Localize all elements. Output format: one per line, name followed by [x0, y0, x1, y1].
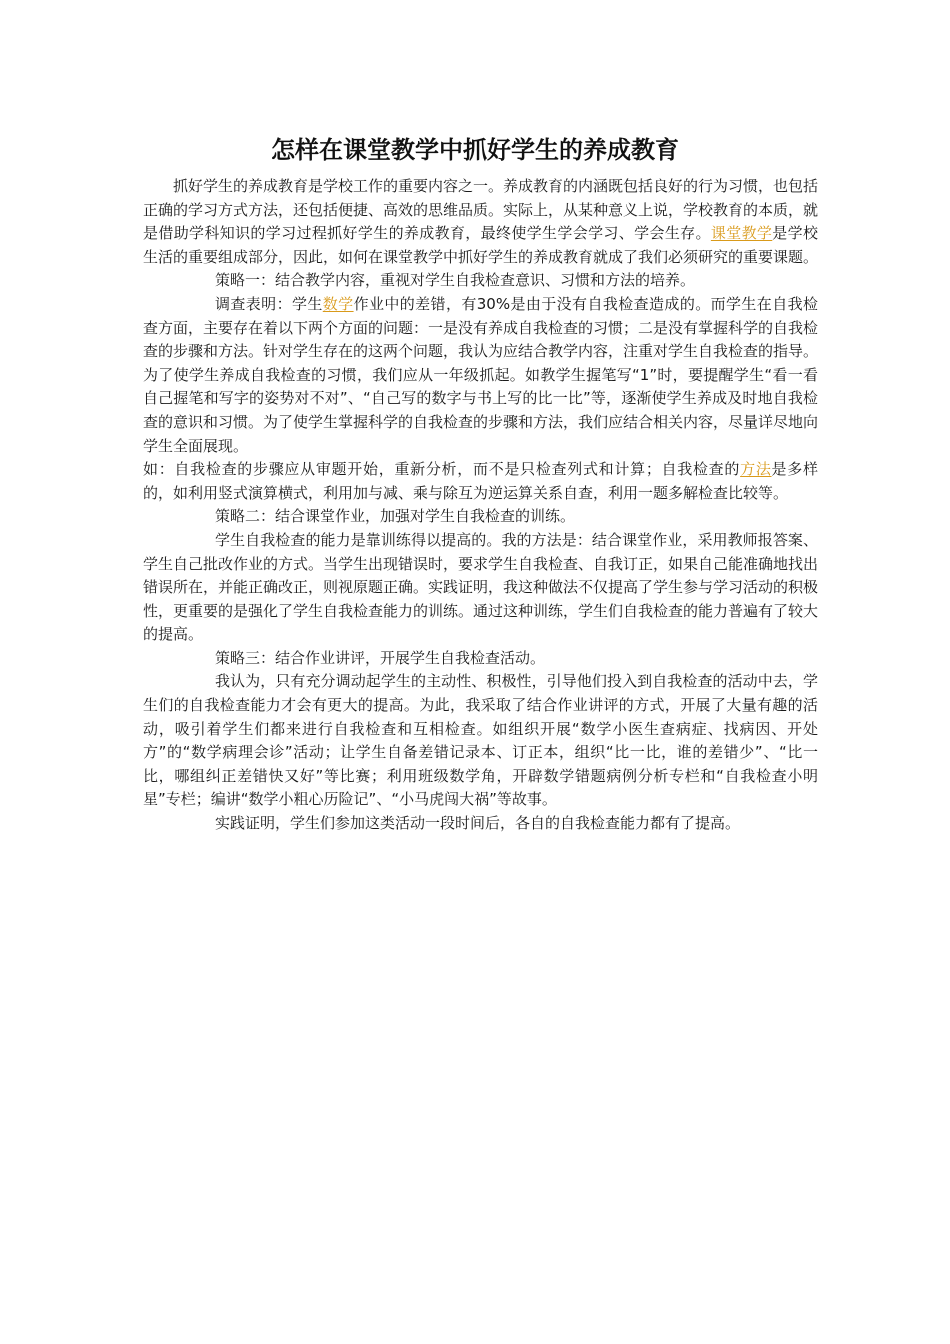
strategy-three-heading: 策略三：结合作业讲评，开展学生自我检查活动。: [215, 648, 546, 667]
activities-paragraph: 我认为，只有充分调动起学生的主动性、积极性，引导他们投入到自我检查的活动中去，学生们的自我检查能力才会有更大的提高。为此，我采取了结合作业讲评的方式，开展了大量有趣的活动，吸引着学生们都来进行自我检查和互相检查。如组织开展“数学小医生查病症、找病因、开处方”的“数学病理会诊”活动；让学生自备差错记录本、订正本，组织“比一比，谁的差错少”、“比一比，哪组纠正差错快又好”等比赛；利用班级数学角，开辟数学错题病例分析专栏和“自我检查小明星”专栏；编讲“数学小粗心历险记”、“小马虎闯大祸”等故事。: [143, 672, 818, 809]
survey-paragraph: [143, 293, 818, 458]
intro-paragraph: [143, 175, 818, 269]
document-body: [143, 175, 818, 836]
survey-text-before: 调查表明：学生: [215, 294, 323, 313]
example-text-after: 是多样的，如利用竖式演算横式，利用加与减、乘与除互为逆运算关系自查，利用一题多解检查比较等。: [143, 460, 818, 502]
intro-text-before: 抓好学生的养成教育是学校工作的重要内容之一。养成教育的内涵既包括良好的行为习惯，也包括正确的学习方式方法，还包括便捷、高效的思维品质。实际上，从某种意义上说，学校教育的本质，就是借助学科知识的学习过程抓好学生的养成教育，最终使学生学会学习、学会生存。: [143, 177, 819, 243]
strategy-one-heading: 策略一：结合教学内容，重视对学生自我检查意识、习惯和方法的培养。: [215, 271, 696, 290]
survey-text-after: 作业中的差错，有30%是由于没有自我检查造成的。而学生在自我检查方面，主要存在着以下两个方面的问题：一是没有养成自我检查的习惯；二是没有掌握科学的自我检查的步骤和方法。针对学生存在的这两个问题，我认为应结合教学内容，注重对学生自我检查的指导。为了使学生养成自我检查的习惯，我们应从一年级抓起。如教学生握笔写“1”时，要提醒学生“看一看自己握笔和写字的姿势对不对”、“自己写的数字与书上写的比一比”等，逐渐使学生养成及时地自我检查的意识和习惯。为了使学生掌握科学的自我检查的步骤和方法，我们应结合相关内容，尽量详尽地向学生全面展现。: [143, 294, 819, 455]
classroom-teaching-link[interactable]: 课堂教学: [710, 224, 773, 243]
training-paragraph: 学生自我检查的能力是靠训练得以提高的。我的方法是：结合课堂作业，采用教师报答案、学生自己批改作业的方式。当学生出现错误时，要求学生自我检查、自我订正，如果自己能准确地找出错误所在，并能正确改正，则视原题正确。实践证明，我这种做法不仅提高了学生参与学习活动的积极性，更重要的是强化了学生自我检查能力的训练。通过这种训练，学生们自我检查的能力普遍有了较大的提高。: [143, 530, 819, 644]
intro-text-after: 是学校生活的重要组成部分，因此，如何在课堂教学中抓好学生的养成教育就成了我们必须研究的重要课题。: [143, 224, 819, 266]
conclusion-paragraph: 实践证明，学生们参加这类活动一段时间后，各自的自我检查能力都有了提高。: [215, 814, 741, 833]
strategy-two-heading: 策略二：结合课堂作业，加强对学生自我检查的训练。: [215, 507, 576, 526]
method-link[interactable]: 方法: [740, 460, 772, 479]
example-text-before: 如：自我检查的步骤应从审题开始，重新分析，而不是只检查列式和计算；自我检查的: [143, 460, 741, 479]
example-paragraph: [143, 458, 818, 505]
math-link[interactable]: 数学: [322, 294, 354, 313]
document-title: 怎样在课堂教学中抓好学生的养成教育: [271, 135, 679, 164]
